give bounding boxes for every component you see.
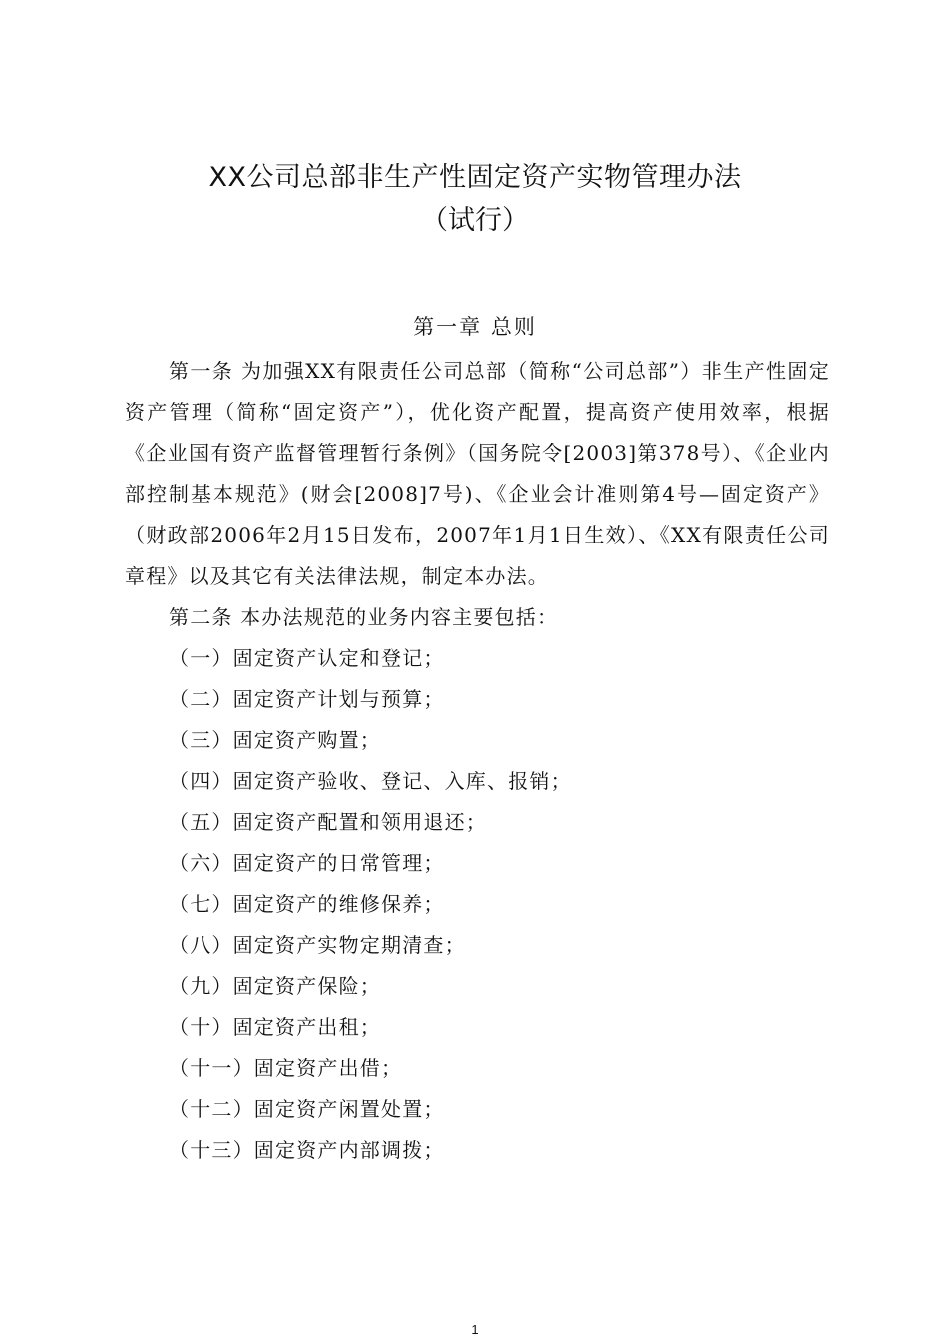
list-item: （三）固定资产购置； <box>169 728 381 752</box>
document-subtitle: （试行） <box>421 205 529 236</box>
document-body <box>125 351 830 1171</box>
list-item: （二）固定资产计划与预算； <box>169 687 445 711</box>
list-item: （十二）固定资产闲置处置； <box>169 1097 445 1121</box>
list-item: （七）固定资产的维修保养； <box>169 892 445 916</box>
list-item: （十三）固定资产内部调拨； <box>169 1138 445 1162</box>
article-2: 第二条 本办法规范的业务内容主要包括： <box>169 605 559 629</box>
article-1: 第一条 为加强XX有限责任公司总部（简称“公司总部”）非生产性固定资产管理（简称“固定资产”），优化资产配置，提高资产使用效率，根据《企业国有资产监督管理暂行条例》（国务院令[2003]第378号）、《企业内部控制基本规范》(财会[2008]7号)、《企业会计准则第4号—固定资产》（财政部2006年2月15日发布，2007年1月1日生效）、《XX有限责任公司章程》以及其它有关法律法规，制定本办法。 <box>125 359 830 588</box>
list-item: （八）固定资产实物定期清查； <box>169 933 466 957</box>
list-item: （十）固定资产出租； <box>169 1015 381 1039</box>
list-item: （十一）固定资产出借； <box>169 1056 403 1080</box>
document-title: XX公司总部非生产性固定资产实物管理办法 <box>208 162 742 193</box>
list-item: （四）固定资产验收、登记、入库、报销； <box>169 769 572 793</box>
list-item: （九）固定资产保险； <box>169 974 381 998</box>
list-item: （五）固定资产配置和领用退还； <box>169 810 487 834</box>
list-item: （六）固定资产的日常管理； <box>169 851 445 875</box>
list-item: （一）固定资产认定和登记； <box>169 646 445 670</box>
chapter-heading: 第一章 总则 <box>413 315 537 339</box>
page-number: 1 <box>471 1322 479 1337</box>
